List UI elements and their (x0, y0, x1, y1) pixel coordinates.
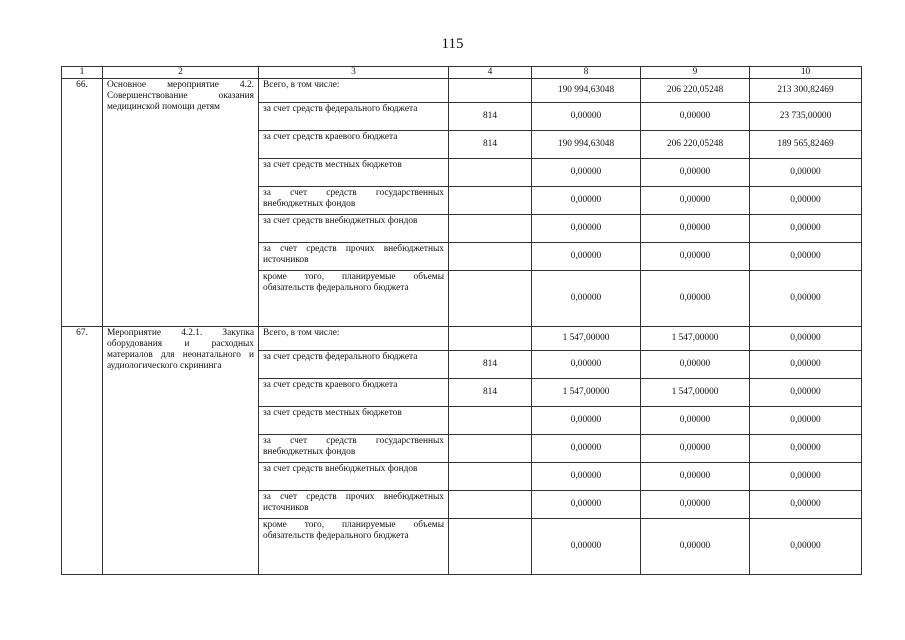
table-row (62, 327, 862, 351)
budget-code-cell (449, 327, 532, 351)
funding-source-cell: за счет средств федерального бюджета (259, 103, 449, 131)
value-cell-col9: 0,00000 (641, 435, 750, 463)
value-cell-col9: 0,00000 (641, 271, 750, 327)
column-header: 3 (259, 67, 449, 79)
funding-source-cell: за счет средств краевого бюджета (259, 131, 449, 159)
funding-source-cell: Всего, в том числе: (259, 327, 449, 351)
value-cell-col8: 1 547,00000 (532, 379, 641, 407)
value-cell-col9: 0,00000 (641, 187, 750, 215)
value-cell-col8: 0,00000 (532, 159, 641, 187)
value-cell-col8: 0,00000 (532, 243, 641, 271)
value-cell-col9: 206 220,05248 (641, 131, 750, 159)
row-number-cell: 67. (62, 327, 103, 575)
value-cell-col10: 0,00000 (750, 327, 862, 351)
value-cell-col8: 0,00000 (532, 103, 641, 131)
value-cell-col8: 190 994,63048 (532, 79, 641, 103)
budget-code-cell (449, 215, 532, 243)
funding-source-cell: за счет средств государственных внебюджетных фондов (259, 187, 449, 215)
value-cell-col10: 0,00000 (750, 215, 862, 243)
activity-title-cell: Мероприятие 4.2.1. Закупка оборудования и расходных материалов для неонатального и аудиологического скрининга (103, 327, 259, 575)
budget-code-cell (449, 271, 532, 327)
budget-code-cell: 814 (449, 351, 532, 379)
value-cell-col8: 0,00000 (532, 519, 641, 575)
funding-source-cell: за счет средств федерального бюджета (259, 351, 449, 379)
funding-source-cell: Всего, в том числе: (259, 79, 449, 103)
budget-code-cell (449, 407, 532, 435)
funding-source-cell: за счет средств местных бюджетов (259, 407, 449, 435)
value-cell-col10: 189 565,82469 (750, 131, 862, 159)
value-cell-col10: 0,00000 (750, 491, 862, 519)
budget-table (61, 66, 862, 575)
funding-source-cell: за счет средств прочих внебюджетных источников (259, 243, 449, 271)
budget-code-cell (449, 463, 532, 491)
value-cell-col9: 0,00000 (641, 463, 750, 491)
value-cell-col8: 0,00000 (532, 491, 641, 519)
funding-source-cell: за счет средств прочих внебюджетных источников (259, 491, 449, 519)
value-cell-col8: 0,00000 (532, 187, 641, 215)
value-cell-col9: 0,00000 (641, 519, 750, 575)
budget-code-cell (449, 519, 532, 575)
value-cell-col10: 0,00000 (750, 159, 862, 187)
value-cell-col10: 0,00000 (750, 351, 862, 379)
value-cell-col10: 0,00000 (750, 435, 862, 463)
funding-source-cell: за счет средств внебюджетных фондов (259, 463, 449, 491)
value-cell-col8: 0,00000 (532, 463, 641, 491)
value-cell-col8: 0,00000 (532, 215, 641, 243)
budget-code-cell (449, 187, 532, 215)
table-row (62, 79, 862, 103)
value-cell-col9: 206 220,05248 (641, 79, 750, 103)
value-cell-col10: 0,00000 (750, 463, 862, 491)
column-header: 2 (103, 67, 259, 79)
column-header: 10 (750, 67, 862, 79)
value-cell-col8: 1 547,00000 (532, 327, 641, 351)
budget-code-cell (449, 435, 532, 463)
funding-source-cell: кроме того, планируемые объемы обязательств федерального бюджета (259, 271, 449, 327)
value-cell-col9: 0,00000 (641, 491, 750, 519)
value-cell-col9: 0,00000 (641, 351, 750, 379)
value-cell-col10: 213 300,82469 (750, 79, 862, 103)
value-cell-col8: 0,00000 (532, 407, 641, 435)
value-cell-col10: 23 735,00000 (750, 103, 862, 131)
value-cell-col9: 0,00000 (641, 215, 750, 243)
value-cell-col9: 1 547,00000 (641, 327, 750, 351)
value-cell-col10: 0,00000 (750, 243, 862, 271)
budget-code-cell: 814 (449, 103, 532, 131)
value-cell-col9: 0,00000 (641, 243, 750, 271)
value-cell-col8: 0,00000 (532, 351, 641, 379)
value-cell-col9: 0,00000 (641, 103, 750, 131)
value-cell-col10: 0,00000 (750, 187, 862, 215)
value-cell-col10: 0,00000 (750, 271, 862, 327)
budget-code-cell: 814 (449, 131, 532, 159)
column-header: 1 (62, 67, 103, 79)
value-cell-col8: 0,00000 (532, 435, 641, 463)
budget-code-cell (449, 159, 532, 187)
column-header-row (62, 67, 862, 79)
budget-code-cell (449, 243, 532, 271)
value-cell-col8: 0,00000 (532, 271, 641, 327)
funding-source-cell: кроме того, планируемые объемы обязательств федерального бюджета (259, 519, 449, 575)
value-cell-col10: 0,00000 (750, 407, 862, 435)
funding-source-cell: за счет средств государственных внебюджетных фондов (259, 435, 449, 463)
activity-title-cell: Основное мероприятие 4.2. Совершенствование оказания медицинской помощи детям (103, 79, 259, 327)
budget-code-cell (449, 491, 532, 519)
value-cell-col8: 190 994,63048 (532, 131, 641, 159)
value-cell-col9: 0,00000 (641, 159, 750, 187)
row-number-cell: 66. (62, 79, 103, 327)
budget-code-cell: 814 (449, 379, 532, 407)
page-number: 115 (441, 36, 464, 52)
column-header: 4 (449, 67, 532, 79)
column-header: 8 (532, 67, 641, 79)
funding-source-cell: за счет средств краевого бюджета (259, 379, 449, 407)
funding-source-cell: за счет средств внебюджетных фондов (259, 215, 449, 243)
value-cell-col9: 1 547,00000 (641, 379, 750, 407)
value-cell-col10: 0,00000 (750, 379, 862, 407)
value-cell-col10: 0,00000 (750, 519, 862, 575)
budget-code-cell (449, 79, 532, 103)
funding-source-cell: за счет средств местных бюджетов (259, 159, 449, 187)
column-header: 9 (641, 67, 750, 79)
value-cell-col9: 0,00000 (641, 407, 750, 435)
